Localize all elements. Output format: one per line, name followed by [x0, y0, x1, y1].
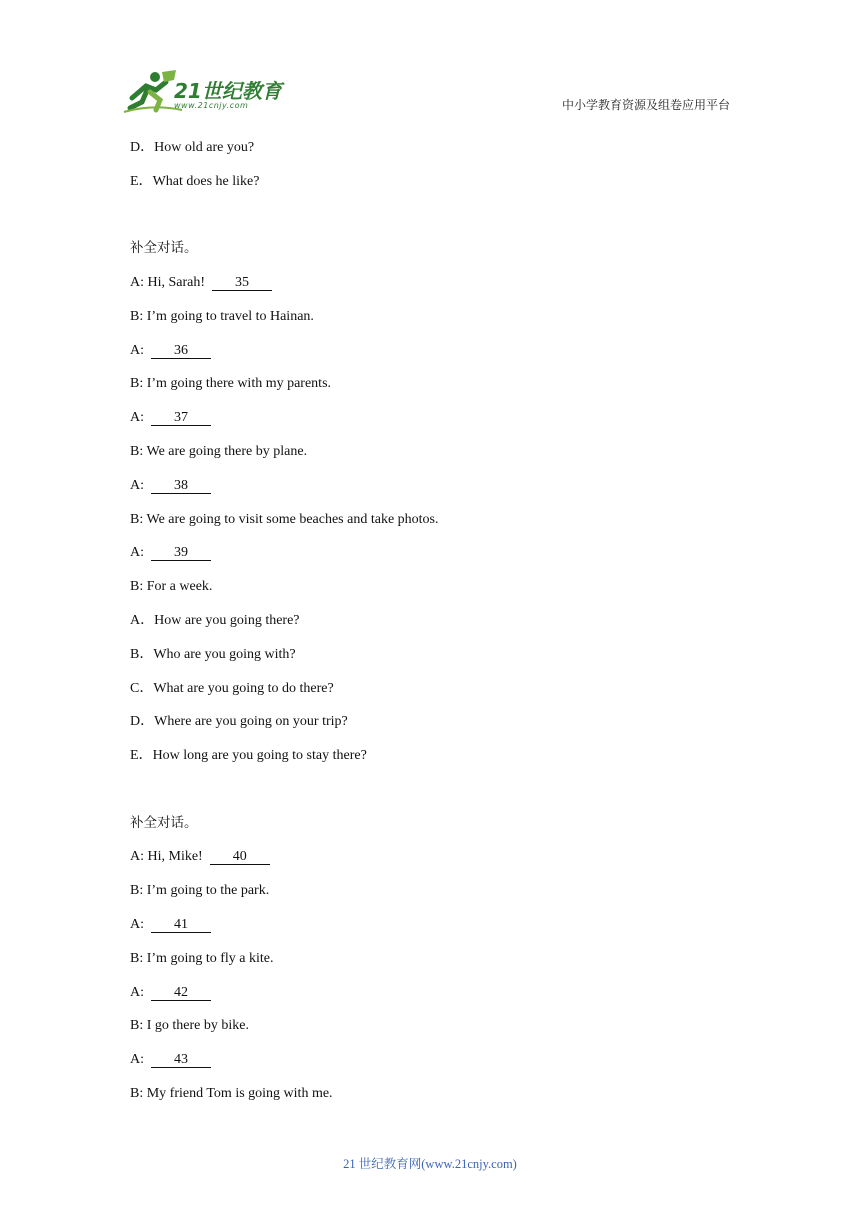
option-b: B．Who are you going with?	[130, 647, 296, 662]
answer-blank[interactable]: 35	[212, 276, 272, 291]
dialog-line: A: 38	[130, 478, 211, 494]
dialog-line: B: We are going to visit some beaches and take photos.	[130, 512, 439, 527]
option-e: E．How long are you going to stay there?	[130, 748, 367, 763]
option-a: A．How are you going there?	[130, 613, 300, 628]
dialog-line: B: I go there by bike.	[130, 1018, 249, 1033]
answer-blank[interactable]: 37	[151, 411, 211, 426]
option-d: D．Where are you going on your trip?	[130, 714, 348, 729]
dialog-line: B: I’m going to the park.	[130, 883, 270, 898]
dialog-line: B: I’m going to fly a kite.	[130, 951, 274, 966]
answer-blank[interactable]: 36	[151, 344, 211, 359]
page-footer[interactable]: 21 世纪教育网(www.21cnjy.com)	[343, 1157, 517, 1171]
answer-blank[interactable]: 42	[151, 986, 211, 1001]
site-logo[interactable]	[122, 68, 292, 116]
prev-option-e: E．What does he like?	[130, 174, 260, 189]
header-tagline: 中小学教育资源及组卷应用平台	[561, 98, 730, 112]
logo-brand-text: 21世纪教育	[174, 79, 282, 103]
answer-blank[interactable]: 41	[151, 918, 211, 933]
dialog-line: B: My friend Tom is going with me.	[130, 1086, 333, 1101]
dialog-line: A: 42	[130, 985, 211, 1001]
dialog-line: A: 36	[130, 343, 211, 359]
logo-url: www.21cnjy.com	[174, 101, 249, 110]
dialog-line: A: 37	[130, 410, 211, 426]
dialog-line: A: 39	[130, 545, 211, 561]
prev-option-d: D．How old are you?	[130, 140, 255, 155]
section2-title: 补全对话。	[130, 815, 198, 831]
answer-blank[interactable]: 39	[151, 546, 211, 561]
dialog-line: B: We are going there by plane.	[130, 444, 308, 459]
option-c: C．What are you going to do there?	[130, 681, 334, 696]
answer-blank[interactable]: 38	[151, 479, 211, 494]
dialog-line: B: I’m going to travel to Hainan.	[130, 309, 314, 324]
answer-blank[interactable]: 43	[151, 1053, 211, 1068]
dialog-line: A: Hi, Mike! 40	[130, 849, 270, 865]
answer-blank[interactable]: 40	[210, 850, 270, 865]
dialog-line: B: I’m going there with my parents.	[130, 376, 332, 391]
page-header	[0, 0, 860, 130]
dialog-line: A: 41	[130, 917, 211, 933]
dialog-line: A: 43	[130, 1052, 211, 1068]
dialog-line: A: Hi, Sarah! 35	[130, 275, 272, 291]
section1-title: 补全对话。	[130, 240, 198, 256]
dialog-line: B: For a week.	[130, 579, 213, 594]
